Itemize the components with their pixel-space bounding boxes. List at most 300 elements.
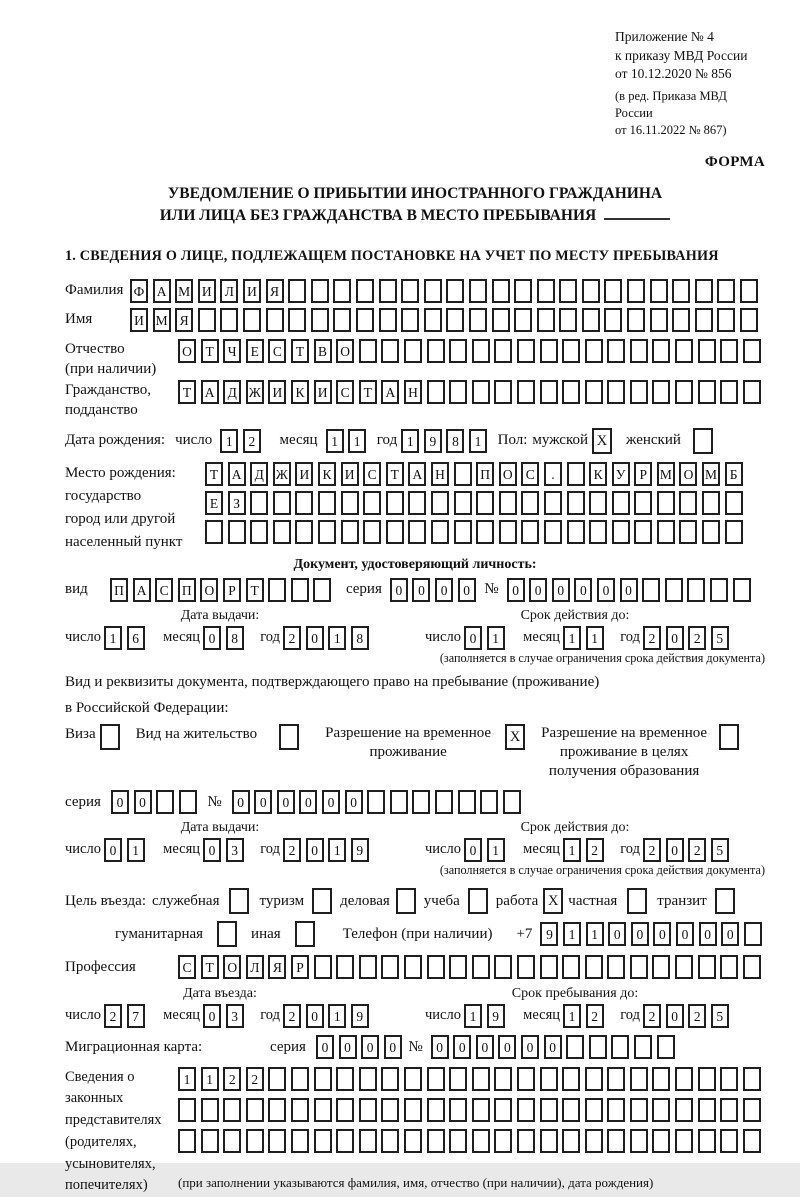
char-box[interactable]: [698, 955, 716, 979]
char-box[interactable]: [582, 279, 600, 303]
char-box[interactable]: [449, 955, 467, 979]
char-box[interactable]: 0: [435, 578, 453, 602]
char-box[interactable]: [472, 1129, 490, 1153]
char-box[interactable]: [634, 1035, 652, 1059]
char-box[interactable]: 0: [431, 1035, 449, 1059]
char-box[interactable]: [449, 339, 467, 363]
char-box[interactable]: 0: [608, 922, 626, 946]
char-box[interactable]: [698, 1098, 716, 1122]
purpose-business-checkbox[interactable]: [396, 888, 416, 914]
char-box[interactable]: Б: [725, 462, 743, 486]
char-box[interactable]: [404, 1067, 422, 1091]
char-box[interactable]: [494, 380, 512, 404]
temp-residence-edu-checkbox[interactable]: [719, 724, 739, 750]
char-box[interactable]: [499, 491, 517, 515]
char-box[interactable]: [404, 339, 422, 363]
char-box[interactable]: [630, 1098, 648, 1122]
char-box[interactable]: [412, 790, 430, 814]
char-box[interactable]: [652, 1129, 670, 1153]
char-box[interactable]: [611, 1035, 629, 1059]
char-box[interactable]: [499, 520, 517, 544]
char-box[interactable]: 5: [711, 1004, 729, 1028]
char-box[interactable]: [717, 308, 735, 332]
char-box[interactable]: [517, 380, 535, 404]
char-box[interactable]: 2: [246, 1067, 264, 1091]
char-box[interactable]: М: [657, 462, 675, 486]
char-box[interactable]: 2: [688, 838, 706, 862]
char-box[interactable]: [363, 491, 381, 515]
char-box[interactable]: [517, 1098, 535, 1122]
char-box[interactable]: [720, 339, 738, 363]
char-box[interactable]: [540, 1129, 558, 1153]
char-box[interactable]: 2: [688, 626, 706, 650]
char-box[interactable]: [702, 520, 720, 544]
char-box[interactable]: [675, 380, 693, 404]
char-box[interactable]: [675, 955, 693, 979]
char-box[interactable]: И: [198, 279, 216, 303]
gender-female-checkbox[interactable]: [693, 428, 713, 454]
char-box[interactable]: А: [133, 578, 151, 602]
char-box[interactable]: [341, 520, 359, 544]
char-box[interactable]: [562, 1129, 580, 1153]
char-box[interactable]: [744, 922, 762, 946]
char-box[interactable]: [449, 1129, 467, 1153]
char-box[interactable]: 9: [351, 1004, 369, 1028]
char-box[interactable]: [379, 308, 397, 332]
char-box[interactable]: [562, 955, 580, 979]
char-box[interactable]: [725, 491, 743, 515]
char-box[interactable]: [288, 308, 306, 332]
temp-residence-checkbox[interactable]: X: [505, 724, 525, 750]
char-box[interactable]: 2: [688, 1004, 706, 1028]
char-box[interactable]: С: [178, 955, 196, 979]
char-box[interactable]: [698, 1129, 716, 1153]
char-box[interactable]: [359, 955, 377, 979]
char-box[interactable]: 2: [283, 1004, 301, 1028]
char-box[interactable]: А: [381, 380, 399, 404]
visa-checkbox[interactable]: [100, 724, 120, 750]
char-box[interactable]: П: [476, 462, 494, 486]
char-box[interactable]: 0: [306, 1004, 324, 1028]
char-box[interactable]: [431, 520, 449, 544]
char-box[interactable]: 2: [283, 626, 301, 650]
char-box[interactable]: [446, 308, 464, 332]
char-box[interactable]: [198, 308, 216, 332]
char-box[interactable]: [743, 1129, 761, 1153]
char-box[interactable]: [698, 1067, 716, 1091]
char-box[interactable]: [435, 790, 453, 814]
char-box[interactable]: [336, 1098, 354, 1122]
char-box[interactable]: 1: [326, 429, 344, 453]
char-box[interactable]: 0: [653, 922, 671, 946]
char-box[interactable]: [544, 520, 562, 544]
char-box[interactable]: И: [314, 380, 332, 404]
char-box[interactable]: [559, 279, 577, 303]
char-box[interactable]: [544, 491, 562, 515]
char-box[interactable]: [540, 339, 558, 363]
char-box[interactable]: М: [153, 308, 171, 332]
char-box[interactable]: [205, 520, 223, 544]
char-box[interactable]: [698, 380, 716, 404]
char-box[interactable]: [630, 1067, 648, 1091]
char-box[interactable]: 0: [721, 922, 739, 946]
char-box[interactable]: [273, 491, 291, 515]
char-box[interactable]: 1: [328, 838, 346, 862]
char-box[interactable]: [492, 308, 510, 332]
char-box[interactable]: И: [268, 380, 286, 404]
char-box[interactable]: [454, 462, 472, 486]
char-box[interactable]: П: [178, 578, 196, 602]
char-box[interactable]: [427, 380, 445, 404]
char-box[interactable]: [630, 339, 648, 363]
char-box[interactable]: [178, 1129, 196, 1153]
char-box[interactable]: [585, 339, 603, 363]
char-box[interactable]: С: [521, 462, 539, 486]
char-box[interactable]: 9: [540, 922, 558, 946]
char-box[interactable]: Т: [246, 578, 264, 602]
char-box[interactable]: Р: [291, 955, 309, 979]
char-box[interactable]: 2: [643, 626, 661, 650]
char-box[interactable]: 0: [521, 1035, 539, 1059]
char-box[interactable]: .: [544, 462, 562, 486]
char-box[interactable]: [589, 491, 607, 515]
char-box[interactable]: 8: [351, 626, 369, 650]
char-box[interactable]: [607, 1129, 625, 1153]
char-box[interactable]: 0: [203, 626, 221, 650]
char-box[interactable]: 0: [345, 790, 363, 814]
char-box[interactable]: 2: [586, 838, 604, 862]
char-box[interactable]: С: [363, 462, 381, 486]
char-box[interactable]: 1: [563, 1004, 581, 1028]
char-box[interactable]: С: [336, 380, 354, 404]
char-box[interactable]: Ф: [130, 279, 148, 303]
char-box[interactable]: [492, 279, 510, 303]
char-box[interactable]: [559, 308, 577, 332]
char-box[interactable]: [607, 1098, 625, 1122]
char-box[interactable]: Т: [205, 462, 223, 486]
char-box[interactable]: Р: [634, 462, 652, 486]
char-box[interactable]: [521, 491, 539, 515]
char-box[interactable]: [562, 1067, 580, 1091]
char-box[interactable]: [537, 308, 555, 332]
char-box[interactable]: Я: [268, 955, 286, 979]
char-box[interactable]: Т: [178, 380, 196, 404]
char-box[interactable]: [469, 279, 487, 303]
char-box[interactable]: И: [295, 462, 313, 486]
char-box[interactable]: 0: [620, 578, 638, 602]
char-box[interactable]: [604, 279, 622, 303]
char-box[interactable]: [356, 279, 374, 303]
char-box[interactable]: И: [341, 462, 359, 486]
char-box[interactable]: О: [679, 462, 697, 486]
char-box[interactable]: [381, 339, 399, 363]
char-box[interactable]: И: [130, 308, 148, 332]
char-box[interactable]: 0: [390, 578, 408, 602]
char-box[interactable]: [702, 491, 720, 515]
char-box[interactable]: 2: [104, 1004, 122, 1028]
char-box[interactable]: Р: [223, 578, 241, 602]
char-box[interactable]: [675, 1067, 693, 1091]
char-box[interactable]: 1: [178, 1067, 196, 1091]
char-box[interactable]: [427, 339, 445, 363]
char-box[interactable]: [386, 491, 404, 515]
char-box[interactable]: К: [318, 462, 336, 486]
char-box[interactable]: 0: [232, 790, 250, 814]
char-box[interactable]: [743, 1067, 761, 1091]
char-box[interactable]: 0: [666, 1004, 684, 1028]
char-box[interactable]: [652, 339, 670, 363]
char-box[interactable]: [634, 491, 652, 515]
char-box[interactable]: [672, 279, 690, 303]
char-box[interactable]: [585, 1129, 603, 1153]
char-box[interactable]: 2: [643, 1004, 661, 1028]
char-box[interactable]: [562, 1098, 580, 1122]
char-box[interactable]: [675, 1098, 693, 1122]
char-box[interactable]: 1: [563, 838, 581, 862]
purpose-tourism-checkbox[interactable]: [312, 888, 332, 914]
char-box[interactable]: [517, 1067, 535, 1091]
char-box[interactable]: О: [223, 955, 241, 979]
char-box[interactable]: [288, 279, 306, 303]
char-box[interactable]: [454, 520, 472, 544]
char-box[interactable]: [517, 955, 535, 979]
char-box[interactable]: [379, 279, 397, 303]
char-box[interactable]: [540, 955, 558, 979]
char-box[interactable]: [381, 955, 399, 979]
char-box[interactable]: 6: [127, 626, 145, 650]
char-box[interactable]: [585, 955, 603, 979]
char-box[interactable]: [607, 955, 625, 979]
char-box[interactable]: [291, 1129, 309, 1153]
char-box[interactable]: 0: [134, 790, 152, 814]
char-box[interactable]: 0: [453, 1035, 471, 1059]
char-box[interactable]: [743, 339, 761, 363]
char-box[interactable]: [390, 790, 408, 814]
char-box[interactable]: [717, 279, 735, 303]
char-box[interactable]: [642, 578, 660, 602]
char-box[interactable]: [314, 955, 332, 979]
char-box[interactable]: [268, 578, 286, 602]
char-box[interactable]: [540, 1067, 558, 1091]
char-box[interactable]: [630, 380, 648, 404]
char-box[interactable]: [720, 955, 738, 979]
char-box[interactable]: [743, 955, 761, 979]
char-box[interactable]: 0: [306, 838, 324, 862]
char-box[interactable]: [494, 1098, 512, 1122]
char-box[interactable]: 0: [676, 922, 694, 946]
char-box[interactable]: Ж: [273, 462, 291, 486]
char-box[interactable]: К: [589, 462, 607, 486]
char-box[interactable]: [652, 955, 670, 979]
char-box[interactable]: [318, 491, 336, 515]
char-box[interactable]: [333, 308, 351, 332]
char-box[interactable]: [336, 1129, 354, 1153]
char-box[interactable]: [228, 520, 246, 544]
char-box[interactable]: 1: [487, 626, 505, 650]
char-box[interactable]: М: [175, 279, 193, 303]
char-box[interactable]: [562, 380, 580, 404]
char-box[interactable]: [657, 491, 675, 515]
char-box[interactable]: [363, 520, 381, 544]
char-box[interactable]: 2: [283, 838, 301, 862]
char-box[interactable]: [480, 790, 498, 814]
char-box[interactable]: [472, 1098, 490, 1122]
char-box[interactable]: Т: [201, 955, 219, 979]
char-box[interactable]: [404, 1129, 422, 1153]
char-box[interactable]: В: [314, 339, 332, 363]
char-box[interactable]: [604, 308, 622, 332]
char-box[interactable]: [404, 1098, 422, 1122]
char-box[interactable]: 0: [104, 838, 122, 862]
char-box[interactable]: [740, 279, 758, 303]
char-box[interactable]: 1: [586, 922, 604, 946]
char-box[interactable]: 0: [458, 578, 476, 602]
char-box[interactable]: П: [110, 578, 128, 602]
char-box[interactable]: [521, 520, 539, 544]
char-box[interactable]: 0: [111, 790, 129, 814]
char-box[interactable]: О: [178, 339, 196, 363]
char-box[interactable]: Л: [246, 955, 264, 979]
char-box[interactable]: [449, 1067, 467, 1091]
purpose-private-checkbox[interactable]: [627, 888, 647, 914]
char-box[interactable]: [356, 308, 374, 332]
char-box[interactable]: [314, 1067, 332, 1091]
char-box[interactable]: [585, 380, 603, 404]
char-box[interactable]: [567, 520, 585, 544]
char-box[interactable]: 0: [464, 626, 482, 650]
char-box[interactable]: О: [200, 578, 218, 602]
char-box[interactable]: [630, 1129, 648, 1153]
char-box[interactable]: 0: [412, 578, 430, 602]
char-box[interactable]: [652, 380, 670, 404]
char-box[interactable]: [359, 1067, 377, 1091]
char-box[interactable]: 0: [666, 838, 684, 862]
char-box[interactable]: Н: [431, 462, 449, 486]
char-box[interactable]: [494, 955, 512, 979]
char-box[interactable]: Т: [359, 380, 377, 404]
char-box[interactable]: 0: [277, 790, 295, 814]
char-box[interactable]: [494, 1129, 512, 1153]
char-box[interactable]: 0: [498, 1035, 516, 1059]
char-box[interactable]: [650, 308, 668, 332]
char-box[interactable]: 5: [711, 838, 729, 862]
char-box[interactable]: 0: [384, 1035, 402, 1059]
char-box[interactable]: 0: [203, 1004, 221, 1028]
char-box[interactable]: [250, 491, 268, 515]
char-box[interactable]: [359, 1129, 377, 1153]
char-box[interactable]: О: [336, 339, 354, 363]
char-box[interactable]: [458, 790, 476, 814]
char-box[interactable]: [454, 491, 472, 515]
char-box[interactable]: [679, 491, 697, 515]
char-box[interactable]: Т: [291, 339, 309, 363]
char-box[interactable]: [540, 1098, 558, 1122]
char-box[interactable]: [336, 955, 354, 979]
char-box[interactable]: [268, 1067, 286, 1091]
char-box[interactable]: [291, 1067, 309, 1091]
char-box[interactable]: [268, 1098, 286, 1122]
char-box[interactable]: [313, 578, 331, 602]
char-box[interactable]: 0: [666, 626, 684, 650]
char-box[interactable]: [156, 790, 174, 814]
char-box[interactable]: [675, 339, 693, 363]
char-box[interactable]: [720, 1098, 738, 1122]
char-box[interactable]: [427, 955, 445, 979]
char-box[interactable]: 1: [563, 626, 581, 650]
char-box[interactable]: [273, 520, 291, 544]
char-box[interactable]: [449, 380, 467, 404]
char-box[interactable]: 1: [401, 429, 419, 453]
char-box[interactable]: [472, 380, 490, 404]
char-box[interactable]: 0: [361, 1035, 379, 1059]
char-box[interactable]: [336, 1067, 354, 1091]
char-box[interactable]: 0: [464, 838, 482, 862]
char-box[interactable]: [650, 279, 668, 303]
char-box[interactable]: [311, 308, 329, 332]
char-box[interactable]: [476, 491, 494, 515]
char-box[interactable]: [589, 1035, 607, 1059]
char-box[interactable]: 0: [574, 578, 592, 602]
char-box[interactable]: Л: [220, 279, 238, 303]
char-box[interactable]: [246, 1098, 264, 1122]
char-box[interactable]: 1: [469, 429, 487, 453]
char-box[interactable]: 0: [552, 578, 570, 602]
char-box[interactable]: [494, 339, 512, 363]
char-box[interactable]: [424, 279, 442, 303]
char-box[interactable]: У: [612, 462, 630, 486]
char-box[interactable]: [318, 520, 336, 544]
char-box[interactable]: [178, 1098, 196, 1122]
char-box[interactable]: [446, 279, 464, 303]
char-box[interactable]: С: [268, 339, 286, 363]
char-box[interactable]: А: [228, 462, 246, 486]
char-box[interactable]: 1: [487, 838, 505, 862]
char-box[interactable]: 2: [643, 838, 661, 862]
char-box[interactable]: [695, 279, 713, 303]
char-box[interactable]: [634, 520, 652, 544]
char-box[interactable]: [381, 1098, 399, 1122]
char-box[interactable]: [246, 1129, 264, 1153]
char-box[interactable]: [295, 520, 313, 544]
char-box[interactable]: 0: [631, 922, 649, 946]
char-box[interactable]: [291, 1098, 309, 1122]
char-box[interactable]: Ч: [223, 339, 241, 363]
char-box[interactable]: [311, 279, 329, 303]
purpose-work-checkbox[interactable]: X: [543, 888, 563, 914]
purpose-study-checkbox[interactable]: [468, 888, 488, 914]
char-box[interactable]: 0: [203, 838, 221, 862]
char-box[interactable]: [582, 308, 600, 332]
char-box[interactable]: [341, 491, 359, 515]
char-box[interactable]: 1: [104, 626, 122, 650]
char-box[interactable]: 0: [322, 790, 340, 814]
char-box[interactable]: Д: [250, 462, 268, 486]
char-box[interactable]: 0: [299, 790, 317, 814]
char-box[interactable]: 1: [127, 838, 145, 862]
purpose-other-checkbox[interactable]: [295, 921, 315, 947]
char-box[interactable]: [386, 520, 404, 544]
char-box[interactable]: З: [228, 491, 246, 515]
char-box[interactable]: [675, 1129, 693, 1153]
char-box[interactable]: [720, 1129, 738, 1153]
char-box[interactable]: [720, 380, 738, 404]
char-box[interactable]: [223, 1129, 241, 1153]
char-box[interactable]: [291, 578, 309, 602]
char-box[interactable]: 0: [316, 1035, 334, 1059]
char-box[interactable]: [589, 520, 607, 544]
char-box[interactable]: [567, 462, 585, 486]
char-box[interactable]: Ж: [246, 380, 264, 404]
